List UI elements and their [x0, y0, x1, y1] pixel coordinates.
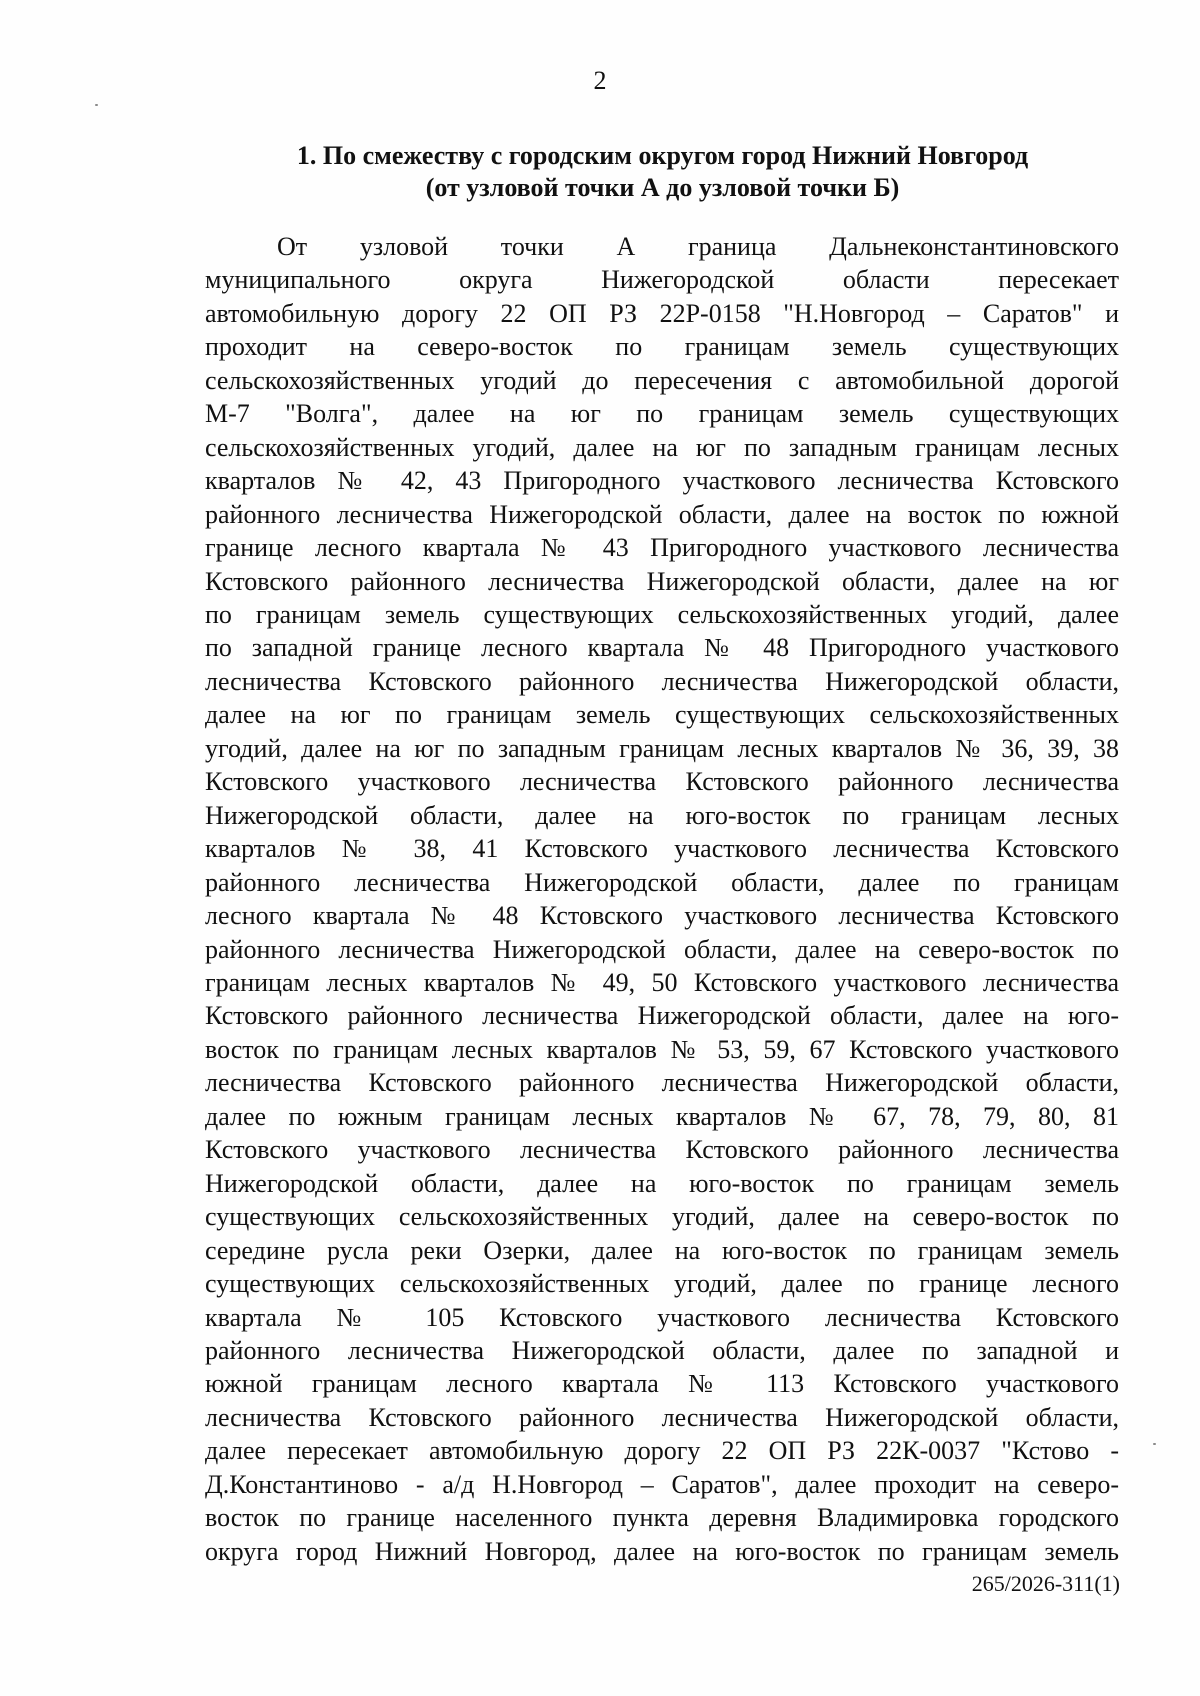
section-heading-line-2: (от узловой точки А до узловой точки Б)	[425, 173, 900, 202]
paragraph-line: лесничества Кстовского районного лесничества Нижегородской области,	[205, 1068, 1119, 1098]
body-paragraph	[205, 230, 1119, 1568]
document-registration-code: 265/2026-311(1)	[971, 1571, 1120, 1596]
paragraph-line: восток по границам лесных кварталов № 53, 59, 67 Кстовского участкового	[205, 1034, 1119, 1064]
paragraph-line: Нижегородской области, далее на юго-восток по границам земель	[205, 1168, 1119, 1198]
paragraph-line: кварталов № 42, 43 Пригородного участкового лесничества Кстовского	[205, 466, 1119, 496]
paragraph-line: сельскохозяйственных угодий до пересечения с автомобильной дорогой	[205, 365, 1119, 395]
paragraph-line: районного лесничества Нижегородской области, далее по западной и	[205, 1335, 1119, 1365]
paragraph-line: сельскохозяйственных угодий, далее на юг по западным границам лесных	[205, 432, 1119, 462]
paragraph-line: существующих сельскохозяйственных угодий, далее на северо-восток по	[205, 1202, 1119, 1232]
paragraph-line: Д.Константиново - а/д Н.Новгород – Саратов", далее проходит на северо-	[205, 1469, 1119, 1499]
paragraph-line: существующих сельскохозяйственных угодий, далее по границе лесного	[205, 1269, 1119, 1299]
paragraph-line: угодий, далее на юг по западным границам лесных кварталов № 36, 39, 38	[205, 733, 1119, 763]
paragraph-line: далее на юг по границам земель существующих сельскохозяйственных	[205, 700, 1119, 730]
paragraph-line: лесного квартала № 48 Кстовского участкового лесничества Кстовского	[205, 901, 1119, 931]
paragraph-line: далее пересекает автомобильную дорогу 22 ОП РЗ 22К-0037 "Кстово -	[205, 1436, 1119, 1466]
paragraph-line: границам лесных кварталов № 49, 50 Кстовского участкового лесничества	[205, 967, 1119, 997]
paragraph-line: От узловой точки А граница Дальнеконстантиновского	[277, 232, 1119, 261]
paragraph-line: автомобильную дорогу 22 ОП РЗ 22Р-0158 "Н.Новгород – Саратов" и	[205, 298, 1119, 328]
paragraph-line: Кстовского участкового лесничества Кстовского районного лесничества	[205, 767, 1119, 797]
paragraph-line: по границам земель существующих сельскохозяйственных угодий, далее	[205, 599, 1119, 629]
paragraph-line: границе лесного квартала № 43 Пригородного участкового лесничества	[205, 533, 1119, 563]
paragraph-line: районного лесничества Нижегородской области, далее по границам	[205, 867, 1119, 897]
paragraph-line: округа город Нижний Новгород, далее на юго-восток по границам земель	[205, 1536, 1119, 1566]
paragraph-line: Кстовского районного лесничества Нижегородской области, далее на юго-	[205, 1001, 1119, 1031]
section-heading	[200, 140, 1125, 204]
paragraph-line: Кстовского районного лесничества Нижегородской области, далее на юг	[205, 566, 1119, 596]
paragraph-line: Кстовского участкового лесничества Кстовского районного лесничества	[205, 1135, 1119, 1165]
paragraph-line: районного лесничества Нижегородской области, далее на восток по южной	[205, 499, 1119, 529]
section-heading-line-1: 1. По смежеству с городским округом город Нижний Новгород	[296, 141, 1029, 170]
paragraph-line: южной границам лесного квартала № 113 Кстовского участкового	[205, 1369, 1119, 1399]
paragraph-line: кварталов № 38, 41 Кстовского участкового лесничества Кстовского	[205, 834, 1119, 864]
paragraph-line: середине русла реки Озерки, далее на юго-восток по границам земель	[205, 1235, 1119, 1265]
paragraph-line: по западной границе лесного квартала № 48 Пригородного участкового	[205, 633, 1119, 663]
paragraph-line: районного лесничества Нижегородской области, далее на северо-восток по	[205, 934, 1119, 964]
paragraph-line: лесничества Кстовского районного лесничества Нижегородской области,	[205, 666, 1119, 696]
paragraph-line: проходит на северо-восток по границам земель существующих	[205, 332, 1119, 362]
page-number: 2	[593, 66, 607, 95]
paragraph-line: квартала № 105 Кстовского участкового лесничества Кстовского	[205, 1302, 1119, 1332]
scan-speck	[1153, 1443, 1156, 1445]
paragraph-line: Нижегородской области, далее на юго-восток по границам лесных	[205, 800, 1119, 830]
paragraph-line: муниципального округа Нижегородской области пересекает	[205, 265, 1119, 295]
paragraph-line: М-7 "Волга", далее на юг по границам земель существующих	[205, 399, 1119, 429]
paragraph-line: лесничества Кстовского районного лесничества Нижегородской области,	[205, 1402, 1119, 1432]
paragraph-line: восток по границе населенного пункта деревня Владимировка городского	[205, 1503, 1119, 1533]
paragraph-line: далее по южным границам лесных кварталов № 67, 78, 79, 80, 81	[205, 1101, 1119, 1131]
scan-speck	[95, 104, 98, 106]
